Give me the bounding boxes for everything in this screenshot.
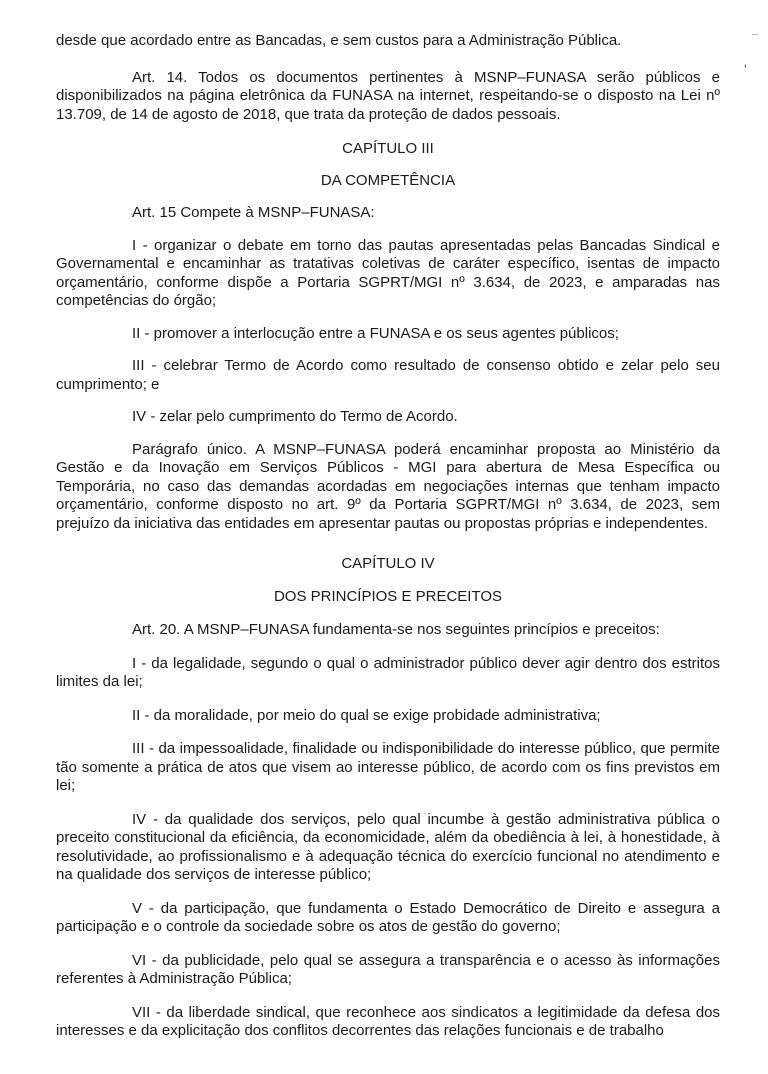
chapter-heading: CAPÍTULO III [342,140,434,157]
item-i: I - organizar o debate em torno das pautas apresentadas pelas Bancadas Sindical e Governamental e encaminhar as tratativas coletivas de caráter específico, isentas de impacto orçamentário, conforme dispõe a Portaria SGPRT/MGI nº 3.634, de 2023, e amparadas nas competências do órgão; [56,236,720,309]
sole-paragraph: Parágrafo único. A MSNP–FUNASA poderá encaminhar proposta ao Ministério da Gestão e da Inovação em Serviços Públicos - MGI para abertura de Mesa Específica ou Temporária, no caso das demandas acordadas em negociações internas que tenham impacto orçamentário, conforme disposto no art. 9º da Portaria SGPRT/MGI nº 3.634, de 2023, sem prejuízo da iniciativa das entidades em apresentar pautas ou propostas próprias e independentes. [56,440,720,532]
item-iii: III - celebrar Termo de Acordo como resultado de consenso obtido e zelar pelo seu cumprimento; e [56,357,720,393]
chapter-heading: CAPÍTULO IV [341,555,435,572]
item-iv: IV - zelar pelo cumprimento do Termo de Acordo. [132,408,458,425]
chapter-title: DOS PRINCÍPIOS E PRECEITOS [273,587,503,605]
principle-iii: III - da impessoalidade, finalidade ou indisponibilidade do interesse público, que permite tão somente a prática de atos que visem ao interesse público, de acordo com os fins previstos em lei; [56,740,720,794]
margin-mark: ʼ [744,62,747,77]
article-14: Art. 14. Todos os documentos pertinentes à MSNP–FUNASA serão públicos e disponibilizados na página eletrônica da FUNASA na internet, respeitando-se o disposto na Lei nº 13.709, de 14 de agosto de 2018, que trata da proteção de dados pessoais. [56,68,720,123]
article-15: Art. 15 Compete à MSNP–FUNASA: [132,204,375,221]
principle-vi: VI - da publicidade, pelo qual se assegura a transparência e o acesso às informações referentes à Administração Pública; [56,951,720,987]
article-20: Art. 20. A MSNP–FUNASA fundamenta-se nos seguintes princípios e preceitos: [132,621,660,638]
principle-ii: II - da moralidade, por meio do qual se exige probidade administrativa; [132,706,601,724]
chapter-title: DA COMPETÊNCIA [320,171,456,189]
principle-v: V - da participação, que fundamenta o Estado Democrático de Direito e assegura a participação e o controle da sociedade sobre os atos de gestão do governo; [56,899,720,935]
principle-i: I - da legalidade, segundo o qual o administrador público dever agir dentro dos estritos limites da lei; [56,654,720,690]
paragraph-continuation: desde que acordado entre as Bancadas, e sem custos para a Administração Pública. [56,32,622,49]
item-ii: II - promover a interlocução entre a FUNASA e os seus agentes públicos; [132,324,619,342]
principle-vii: VII - da liberdade sindical, que reconhece aos sindicatos a legitimidade da defesa dos interesses e da explicitação dos conflitos decorrentes das relações funcionais e de trabalho [56,1003,720,1039]
scan-artifact [752,34,758,35]
document-body [56,32,720,1041]
principle-iv: IV - da qualidade dos serviços, pelo qual incumbe à gestão administrativa pública o preceito constitucional da eficiência, da economicidade, além da obediência à lei, à honestidade, à resolutividade, ao profissionalismo e à adequação técnica do exercício funcional no atendimento e na qualidade dos serviços de interesse público; [56,810,720,883]
